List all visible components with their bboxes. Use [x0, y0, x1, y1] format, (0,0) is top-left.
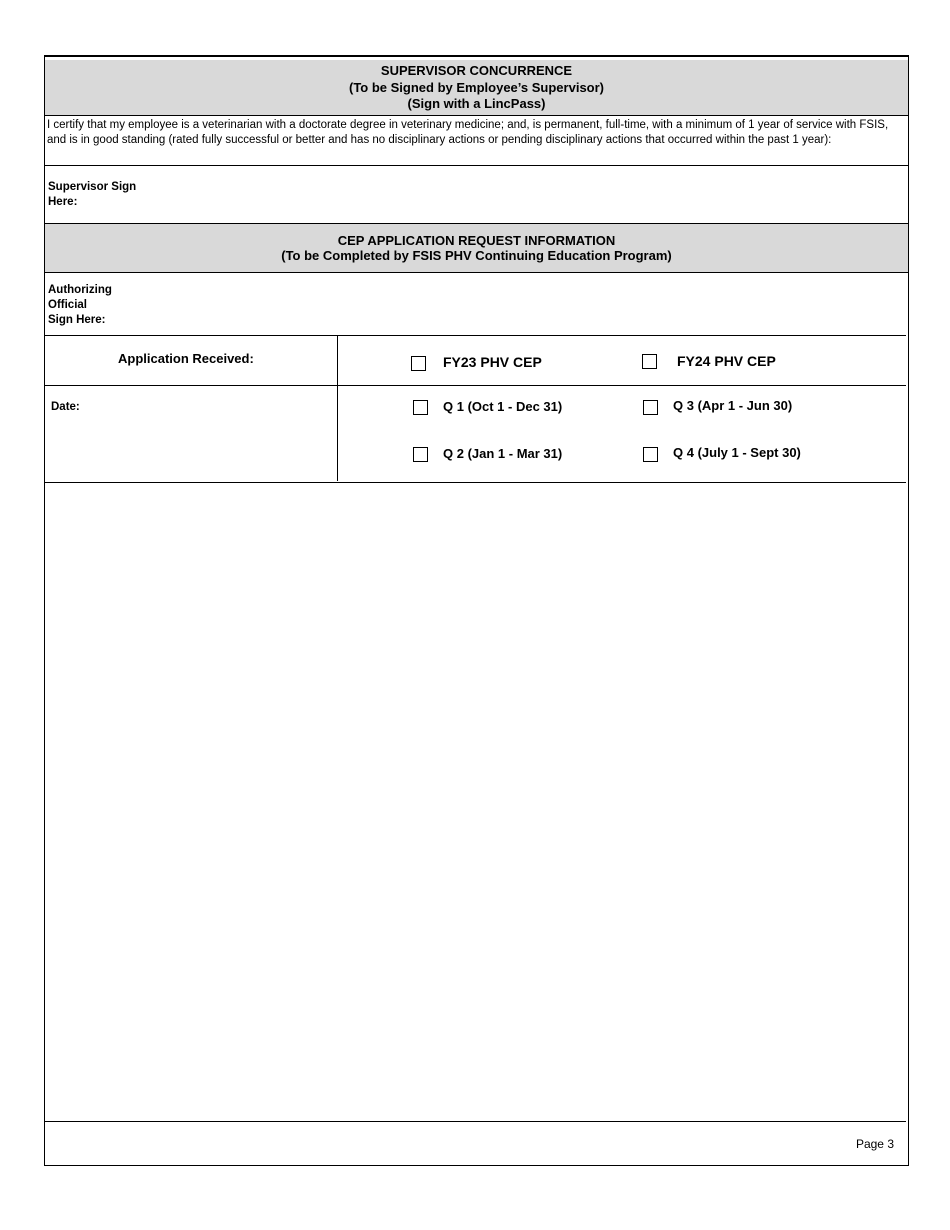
- divider: [45, 385, 906, 386]
- divider: [45, 165, 908, 166]
- auth-label-line-1: Authorizing: [48, 284, 112, 296]
- application-received-label: Application Received:: [118, 351, 254, 366]
- fy24-checkbox[interactable]: [642, 354, 657, 369]
- cep-title: CEP APPLICATION REQUEST INFORMATION: [337, 233, 616, 248]
- supervisor-header: [45, 60, 908, 115]
- supervisor-sign-label: [48, 180, 136, 210]
- divider: [45, 115, 908, 116]
- date-field[interactable]: [95, 391, 331, 477]
- q4-label: Q 4 (July 1 - Sept 30): [673, 445, 801, 460]
- q1-checkbox[interactable]: [413, 400, 428, 415]
- supervisor-subtitle-2: (Sign with a LincPass): [407, 96, 546, 111]
- column-divider: [337, 335, 338, 481]
- blank-area: [45, 483, 908, 1121]
- supervisor-signature-field[interactable]: [155, 169, 904, 221]
- auth-label-line-3: Sign Here:: [48, 314, 106, 326]
- q2-label: Q 2 (Jan 1 - Mar 31): [443, 446, 563, 461]
- q3-checkbox[interactable]: [643, 400, 658, 415]
- cep-header: [45, 224, 908, 272]
- auth-label-line-2: Official: [48, 299, 87, 311]
- divider: [45, 335, 906, 336]
- footer-divider: [45, 1121, 906, 1122]
- date-label: Date:: [51, 401, 80, 413]
- q1-label: Q 1 (Oct 1 - Dec 31): [443, 399, 563, 414]
- q2-checkbox[interactable]: [413, 447, 428, 462]
- fy23-checkbox[interactable]: [411, 356, 426, 371]
- cep-subtitle: (To be Completed by FSIS PHV Continuing Education Program): [281, 248, 672, 263]
- supervisor-title: SUPERVISOR CONCURRENCE: [380, 63, 573, 78]
- supervisor-sign-line-1: Supervisor Sign: [48, 181, 137, 193]
- fy23-label: FY23 PHV CEP: [443, 354, 542, 370]
- certification-text: I certify that my employee is a veterinarian with a doctorate degree in veterinary medicine; and, is permanent, full-time, with a minimum of 1 year of service with FSIS, and is in good standing (rated fully successful or better and has no disciplinary actions or pending disciplinary actions that occurred within the past 1 year):: [47, 119, 889, 146]
- divider: [45, 272, 908, 273]
- form-frame: [44, 55, 909, 1166]
- supervisor-sign-line-2: Here:: [48, 196, 78, 208]
- authorizing-official-label: [48, 283, 112, 328]
- authorizing-signature-field[interactable]: [155, 276, 904, 332]
- supervisor-subtitle-1: (To be Signed by Employee’s Supervisor): [349, 79, 604, 95]
- q3-label: Q 3 (Apr 1 - Jun 30): [673, 398, 793, 413]
- q4-checkbox[interactable]: [643, 447, 658, 462]
- page-number: Page 3: [855, 1137, 894, 1151]
- fy24-label: FY24 PHV CEP: [677, 353, 776, 369]
